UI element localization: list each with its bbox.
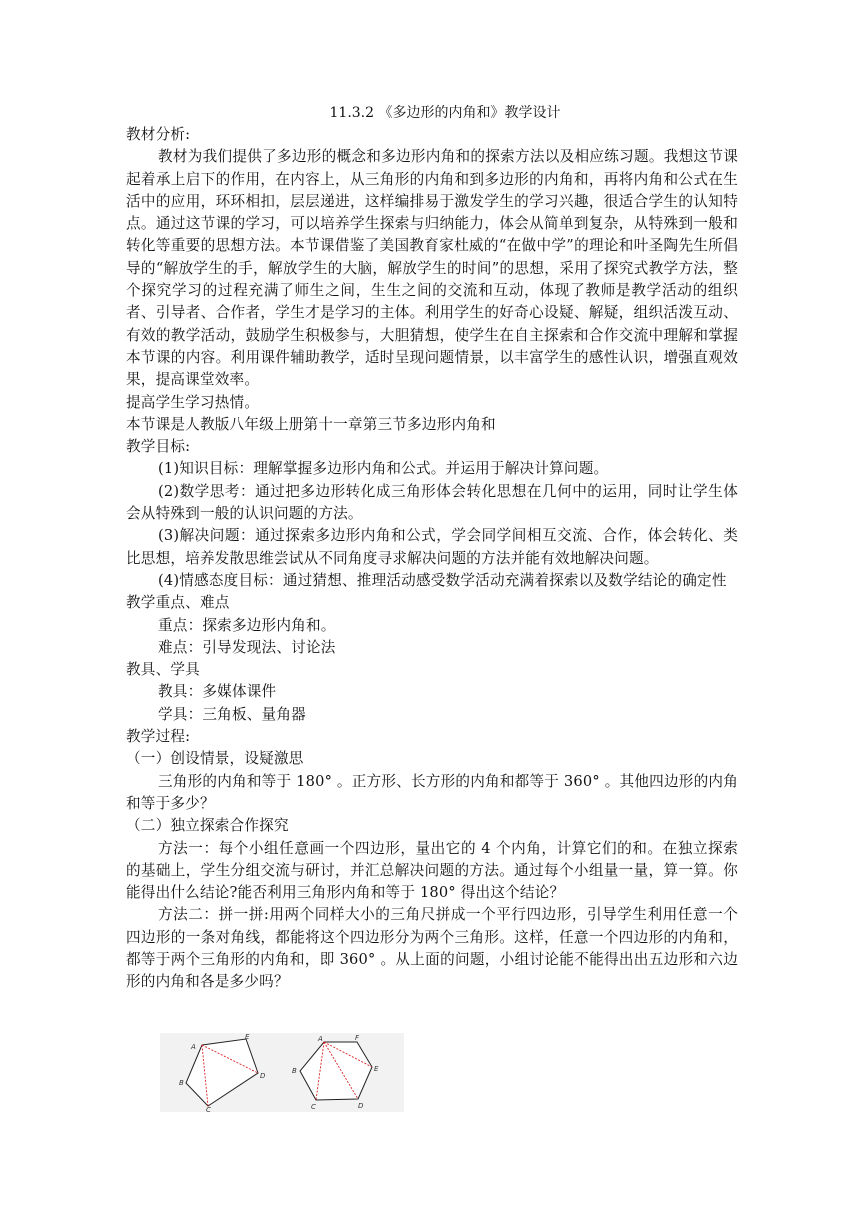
pentagon-label-d: D <box>260 1072 266 1080</box>
step2-heading: （二）独立探索合作探究 <box>126 817 289 835</box>
course-info-line: 本节课是人教版八年级上册第十一章第三节多边形内角和 <box>126 415 496 433</box>
pentagon-label-b: B <box>179 1079 184 1087</box>
goal-problem-solving: (3)解决问题：通过探索多边形内角和公式，学会同学间相互交流、合作，体会转化、类比思想，培养发散思维尝试从不同角度寻求解决问题的方法并能有效地解决问题。 <box>126 527 738 567</box>
goal-attitude: (4)情感态度目标：通过猜想、推理活动感受数学活动充满着探索以及数学结论的确定性 <box>158 571 727 589</box>
difficulty-line: 难点：引导发现法、讨论法 <box>158 638 336 656</box>
section-heading-goals: 教学目标: <box>126 438 191 456</box>
section-heading-material: 教材分析: <box>126 126 191 143</box>
section-heading-key-points: 教学重点、难点 <box>126 594 230 612</box>
pentagon-label-a: A <box>191 1043 196 1051</box>
section-heading-process: 教学过程: <box>126 728 191 746</box>
hexagon-label-d: D <box>358 1102 364 1110</box>
goal-thinking: (2)数学思考：通过把多边形转化成三角形体会转化思想在几何中的运用，同时让学生体会从特殊到一般的认识问题的方法。 <box>126 482 738 523</box>
pentagon-label-c: C <box>206 1106 211 1112</box>
hexagon-label-a: A <box>318 1035 323 1043</box>
polygon-diagram <box>160 1033 404 1112</box>
goal-knowledge: (1)知识目标：理解掌握多边形内角和公式。并运用于解决计算问题。 <box>158 460 609 478</box>
teaching-tool-line: 教具：多媒体课件 <box>158 683 277 701</box>
section-heading-tools: 教具、学具 <box>126 661 200 679</box>
pentagon-shape <box>186 1039 258 1106</box>
hexagon-label-f: F <box>355 1034 360 1042</box>
method2-paragraph: 方法二：拼一拼:用两个同样大小的三角尺拼成一个平行四边形，引导学生利用任意一个四边形的一条对角线，都能将这个四边形分为两个三角形。这样，任意一个四边形的内角和，都等于两个三角形的内角和，即 360° 。从上面的问题，小组讨论能不能得出出五边形和六边形的内角和各是多少吗？ <box>126 906 738 991</box>
document-title: 11.3.2 《多边形的内角和》教学设计 <box>329 105 561 121</box>
hexagon-label-e: E <box>374 1065 379 1073</box>
learning-tool-line: 学具：三角板、量角器 <box>158 705 306 723</box>
hexagon-shape <box>300 1042 372 1100</box>
method1-paragraph: 方法一：每个小组任意画一个四边形，量出它的 4 个内角，计算它们的和。在独立探索的基础上，学生分组交流与研讨，并汇总解决问题的方法。通过每个小组量一量，算一算。你能得出什么结论?能否利用三角形内角和等于 180° 得出这个结论？ <box>126 839 738 902</box>
key-point-line: 重点：探索多边形内角和。 <box>158 616 336 634</box>
hexagon-label-b: B <box>292 1067 297 1075</box>
enthusiasm-line: 提高学生学习热情。 <box>126 393 260 411</box>
pentagon-label-e: E <box>245 1033 250 1041</box>
step1-paragraph: 三角形的内角和等于 180° 。正方形、长方形的内角和都等于 360° 。其他四边形的内角和等于多少？ <box>126 772 738 812</box>
document-page <box>126 102 738 994</box>
material-analysis-paragraph: 教材为我们提供了多边形的概念和多边形内角和的探索方法以及相应练习题。我想这节课起着承上启下的作用，在内容上，从三角形的内角和到多边形的内角和，再将内角和公式在生活中的应用，环环相扣，层层递进，这样编排易于激发学生的学习兴趣，很适合学生的认知特点。通过这节课的学习，可以培养学生探索与归纳能力，体会从简单到复杂，从特殊到一般和转化等重要的思想方法。本节课借鉴了美国教育家杜威的“在做中学”的理论和叶圣陶先生所倡导的“解放学生的手，解放学生的大脑，解放学生的时间”的思想，采用了探究式教学方法，整个探究学习的过程充满了师生之间，生生之间的交流和互动，体现了教师是教学活动的组织者、引导者、合作者，学生才是学习的主体。利用学生的好奇心设疑、解疑，组织活泼互动、有效的教学活动，鼓励学生积极参与，大胆猜想，使学生在自主探索和合作交流中理解和掌握本节课的内容。利用课件辅助教学，适时呈现问题情景，以丰富学生的感性认识，增强直观效果，提高课堂效率。 <box>126 148 738 389</box>
step1-heading: （一）创设情景，设疑激思 <box>126 750 304 768</box>
hexagon-label-c: C <box>311 1103 316 1111</box>
polygon-diagram-svg <box>160 1033 404 1112</box>
